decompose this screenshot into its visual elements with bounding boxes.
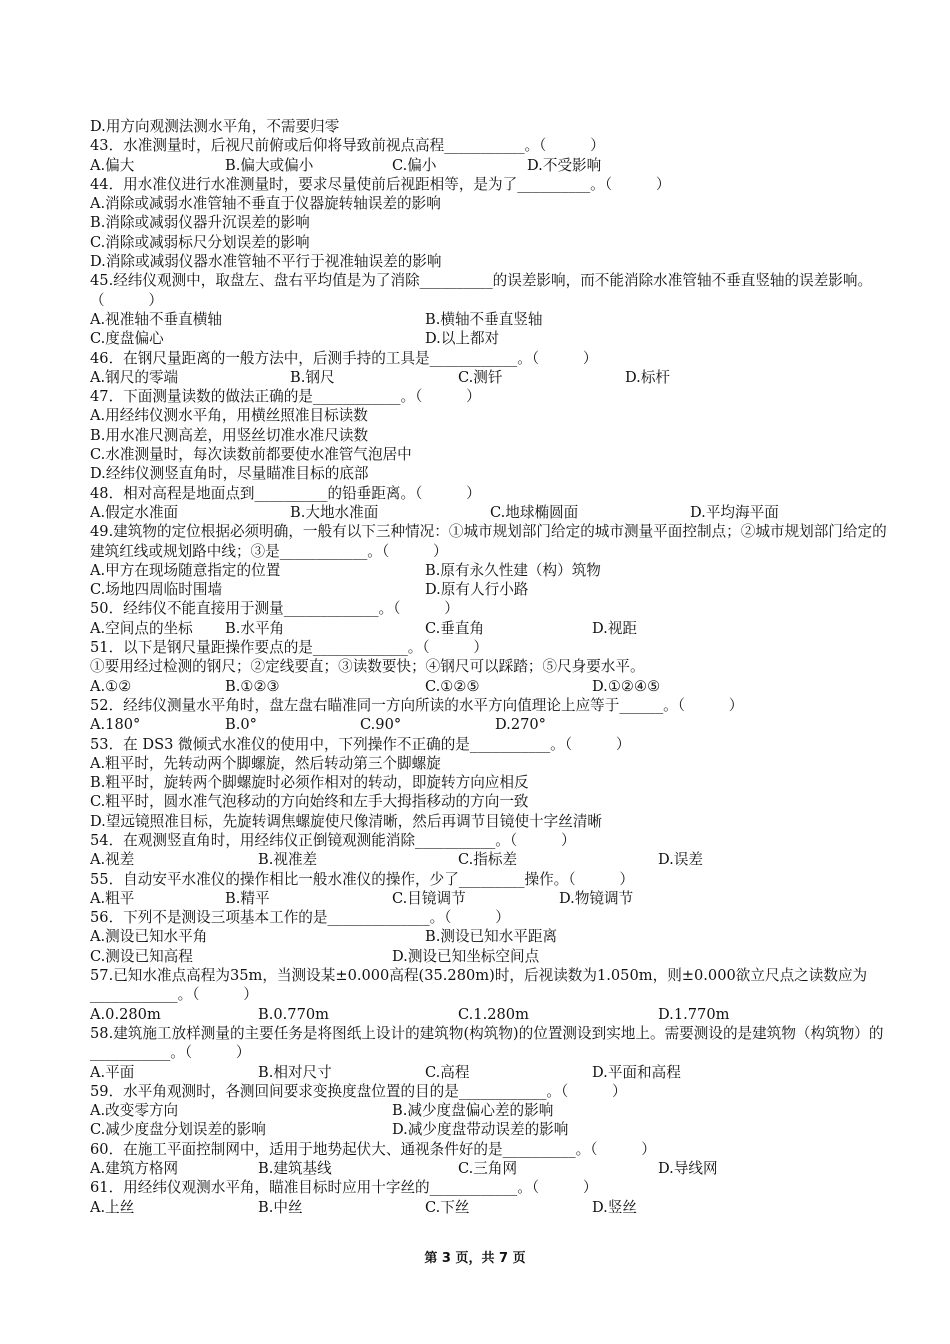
answer-options bbox=[90, 947, 890, 966]
answer-option: A.180° bbox=[90, 716, 141, 734]
answer-option: D.平均海平面 bbox=[690, 503, 779, 521]
answer-option: D.误差 bbox=[658, 851, 704, 869]
text-line: 50．经纬仪不能直接用于测量_____________。（ ） bbox=[90, 600, 459, 618]
text-line: 45.经纬仪观测中，取盘左、盘右平均值是为了消除__________的误差影响，而不能消除水准管轴不垂直竖轴的误差影响。（ ） bbox=[90, 272, 873, 309]
text-line: A.用经纬仪测水平角，用横丝照准目标读数 bbox=[90, 407, 368, 425]
text-line: C.粗平时，圆水准气泡移动的方向始终和左手大拇指移动的方向一致 bbox=[90, 793, 529, 811]
text-line: 58.建筑施工放样测量的主要任务是将图纸上设计的建筑物(构筑物)的位置测设到实地上。需要测设的是建筑物（构筑物）的___________。（ ） bbox=[90, 1024, 884, 1062]
answer-option: D.1.770m bbox=[658, 1005, 730, 1023]
text-line: 53．在 DS3 微倾式水准仪的使用中，下列操作不正确的是___________。（ ） bbox=[90, 735, 631, 753]
answer-option: C.90° bbox=[360, 716, 402, 734]
text-line: 55．自动安平水准仪的操作相比一般水准仪的操作，少了_________操作。（ ） bbox=[90, 870, 634, 888]
answer-option: B.建筑基线 bbox=[258, 1160, 332, 1178]
text-line: 56．下列不是测设三项基本工作的是______________。（ ） bbox=[90, 909, 510, 927]
text-line: ①要用经过检测的钢尺；②定线要直；③读数要快；④钢尺可以踩踏；⑤尺身要水平。 bbox=[90, 658, 645, 676]
answer-option: C.下丝 bbox=[425, 1198, 470, 1216]
answer-option: D.物镜调节 bbox=[559, 889, 634, 907]
answer-option: D.标杆 bbox=[625, 368, 671, 386]
answer-option: C.测钎 bbox=[458, 368, 503, 386]
answer-option: D.270° bbox=[495, 716, 546, 734]
exam-page bbox=[90, 117, 890, 1217]
answer-option: B.横轴不垂直竖轴 bbox=[425, 310, 543, 328]
answer-option: A.空间点的坐标 bbox=[90, 619, 193, 637]
text-line: 49.建筑物的定位根据必须明确，一般有以下三种情况：①城市规划部门给定的城市测量平面控制点；②城市规划部门给定的建筑红线或规划路中线；③是____________。（ ） bbox=[90, 523, 887, 560]
answer-option: D.视距 bbox=[592, 619, 638, 637]
text-line: 44．用水准仪进行水准测量时，要求尽量使前后视距相等，是为了__________。（ ） bbox=[90, 175, 671, 193]
text-line: C.水准测量时，每次读数前都要使水准管气泡居中 bbox=[90, 446, 412, 464]
text-line: 48．相对高程是地面点到__________的铅垂距离。（ ） bbox=[90, 484, 481, 502]
answer-options bbox=[90, 1198, 890, 1217]
answer-option: D.以上都对 bbox=[425, 330, 500, 348]
answer-options bbox=[90, 310, 890, 329]
answer-option: A.0.280m bbox=[90, 1005, 161, 1023]
answer-option: D.竖丝 bbox=[592, 1198, 638, 1216]
answer-option: D.不受影响 bbox=[527, 156, 602, 174]
answer-option: B.减少度盘偏心差的影响 bbox=[392, 1102, 554, 1120]
answer-option: A.上丝 bbox=[90, 1198, 135, 1216]
text-line: A.消除或减弱水准管轴不垂直于仪器旋转轴误差的影响 bbox=[90, 195, 441, 213]
answer-option: C.偏小 bbox=[392, 156, 437, 174]
answer-option: B.①②③ bbox=[225, 677, 280, 695]
text-line: 54．在观测竖直角时，用经纬仪正倒镜观测能消除___________。（ ） bbox=[90, 831, 576, 849]
answer-option: A.测设已知水平角 bbox=[90, 928, 208, 946]
text-line: 52．经纬仪测量水平角时，盘左盘右瞄准同一方向所读的水平方向值理论上应等于______。（ ） bbox=[90, 696, 744, 714]
answer-option: D.平面和高程 bbox=[592, 1063, 681, 1081]
answer-options bbox=[90, 503, 890, 522]
answer-option: A.建筑方格网 bbox=[90, 1160, 179, 1178]
answer-option: A.视差 bbox=[90, 851, 135, 869]
text-line: A.粗平时，先转动两个脚螺旋，然后转动第三个脚螺旋 bbox=[90, 754, 441, 772]
answer-option: A.平面 bbox=[90, 1063, 135, 1081]
answer-option: A.①② bbox=[90, 677, 132, 695]
answer-option: B.原有永久性建（构）筑物 bbox=[425, 561, 601, 579]
answer-options bbox=[90, 715, 890, 734]
answer-option: A.钢尺的零端 bbox=[90, 368, 179, 386]
answer-option: C.垂直角 bbox=[425, 619, 485, 637]
answer-options bbox=[90, 619, 890, 638]
answer-option: B.水平角 bbox=[225, 619, 285, 637]
text-line: C.消除或减弱标尺分划误差的影响 bbox=[90, 233, 310, 251]
answer-option: C.①②⑤ bbox=[425, 677, 480, 695]
answer-option: C.减少度盘分划误差的影响 bbox=[90, 1121, 266, 1139]
answer-option: A.假定水准面 bbox=[90, 503, 179, 521]
answer-option: B.相对尺寸 bbox=[258, 1063, 332, 1081]
text-line: 46．在钢尺量距离的一般方法中，后测手持的工具是____________。（ ） bbox=[90, 349, 598, 367]
text-line: 57.已知水准点高程为35m，当测设某±0.000高程(35.280m)时，后视读数为1.050m，则±0.000欲立尺点之读数应为____________。（ ） bbox=[90, 967, 868, 1004]
answer-options bbox=[90, 580, 890, 599]
page-footer: 第 3 页，共 7 页 bbox=[424, 1251, 526, 1266]
answer-option: D.原有人行小路 bbox=[425, 581, 529, 599]
answer-option: A.偏大 bbox=[90, 156, 135, 174]
answer-option: B.精平 bbox=[225, 889, 270, 907]
answer-option: B.偏大或偏小 bbox=[225, 156, 314, 174]
answer-option: A.粗平 bbox=[90, 889, 135, 907]
answer-options bbox=[90, 1005, 890, 1024]
answer-option: D.测设已知坐标空间点 bbox=[392, 947, 540, 965]
answer-options bbox=[90, 677, 890, 696]
answer-option: B.0.770m bbox=[258, 1005, 329, 1023]
answer-options bbox=[90, 156, 890, 175]
text-line: D.消除或减弱仪器水准管轴不平行于视准轴误差的影响 bbox=[90, 253, 442, 271]
answer-option: D.①②④⑤ bbox=[592, 677, 661, 695]
answer-options bbox=[90, 561, 890, 580]
answer-option: C.目镜调节 bbox=[392, 889, 466, 907]
answer-options bbox=[90, 1120, 890, 1139]
answer-options bbox=[90, 1159, 890, 1178]
answer-option: A.视准轴不垂直横轴 bbox=[90, 310, 222, 328]
answer-option: C.高程 bbox=[425, 1063, 470, 1081]
answer-option: B.中丝 bbox=[258, 1198, 303, 1216]
answer-options bbox=[90, 850, 890, 869]
text-line: D.经纬仪测竖直角时，尽量瞄准目标的底部 bbox=[90, 465, 369, 483]
text-line: 61．用经纬仪观测水平角，瞄准目标时应用十字丝的____________。（ ） bbox=[90, 1179, 598, 1197]
answer-option: C.测设已知高程 bbox=[90, 947, 193, 965]
text-line: B.消除或减弱仪器升沉误差的影响 bbox=[90, 214, 310, 232]
text-line: 43．水准测量时，后视尺前俯或后仰将导致前视点高程___________。（ ） bbox=[90, 137, 605, 155]
answer-option: B.钢尺 bbox=[290, 368, 335, 386]
answer-options bbox=[90, 368, 890, 387]
answer-options bbox=[90, 927, 890, 946]
text-line: 60．在施工平面控制网中，适用于地势起伏大、通视条件好的是__________。（ ） bbox=[90, 1140, 656, 1158]
answer-option: C.场地四周临时围墙 bbox=[90, 581, 223, 599]
answer-option: A.甲方在现场随意指定的位置 bbox=[90, 561, 281, 579]
answer-options bbox=[90, 1101, 890, 1120]
answer-option: D.导线网 bbox=[658, 1160, 718, 1178]
text-line: 47．下面测量读数的做法正确的是____________。（ ） bbox=[90, 388, 481, 406]
answer-option: B.视准差 bbox=[258, 851, 318, 869]
answer-option: C.指标差 bbox=[458, 851, 518, 869]
answer-option: B.测设已知水平距离 bbox=[425, 928, 558, 946]
text-line: B.粗平时，旋转两个脚螺旋时必须作相对的转动，即旋转方向应相反 bbox=[90, 774, 529, 792]
answer-option: C.三角网 bbox=[458, 1160, 518, 1178]
answer-option: C.地球椭圆面 bbox=[490, 503, 579, 521]
text-line: 51．以下是钢尺量距操作要点的是_____________。（ ） bbox=[90, 639, 489, 657]
text-line: D.望远镜照准目标，先旋转调焦螺旋使尺像清晰，然后再调节目镜使十字丝清晰 bbox=[90, 812, 603, 830]
answer-option: B.大地水准面 bbox=[290, 503, 379, 521]
answer-option: D.减少度盘带动误差的影响 bbox=[392, 1121, 569, 1139]
answer-options bbox=[90, 1063, 890, 1082]
answer-option: A.改变零方向 bbox=[90, 1102, 179, 1120]
text-line: 59．水平角观测时，各测回间要求变换度盘位置的目的是____________。（ ） bbox=[90, 1082, 627, 1100]
answer-options bbox=[90, 889, 890, 908]
text-line: B.用水准尺测高差，用竖丝切准水准尺读数 bbox=[90, 426, 369, 444]
answer-option: B.0° bbox=[225, 716, 257, 734]
text-line: D.用方向观测法测水平角，不需要归零 bbox=[90, 118, 340, 135]
answer-option: C.度盘偏心 bbox=[90, 330, 164, 348]
answer-options bbox=[90, 329, 890, 348]
answer-option: C.1.280m bbox=[458, 1005, 529, 1023]
